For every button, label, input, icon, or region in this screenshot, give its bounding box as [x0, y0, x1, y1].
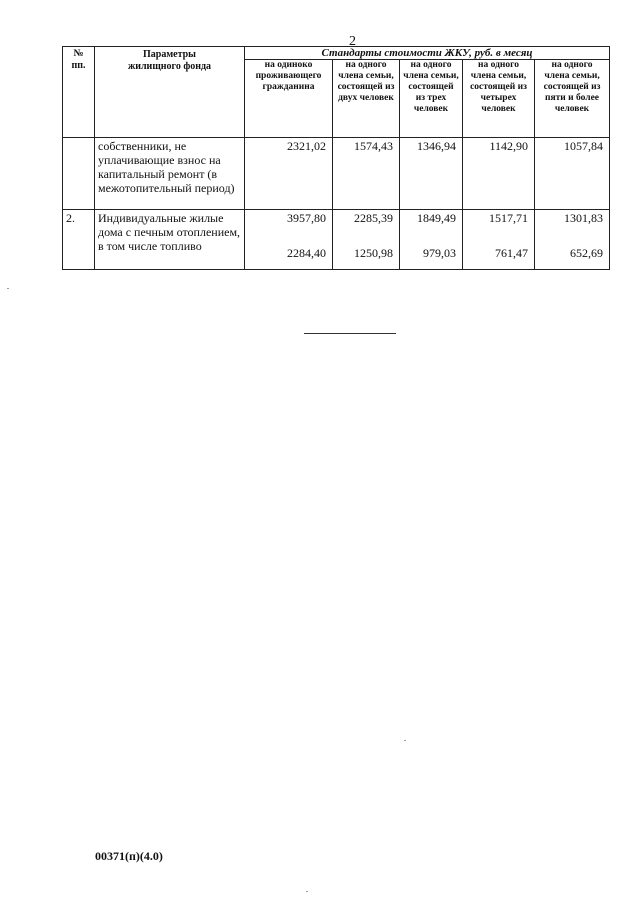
- column-header-family-of-five-plus: на одного члена семьи, состоящей из пяти и более человек: [535, 60, 610, 138]
- value-cell-family-of-two: [333, 210, 400, 270]
- column-group-header-standards: Стандарты стоимости ЖКУ, руб. в месяц: [245, 47, 610, 60]
- value-family-of-two: 2285,39: [354, 211, 393, 225]
- value-family-of-three: 1849,49: [417, 211, 456, 225]
- value-family-of-four: 1142,90: [463, 138, 535, 210]
- scan-speck: [404, 740, 406, 741]
- table-row: [63, 210, 610, 270]
- column-header-family-of-three: на одного члена семьи, состоящей из трех человек: [400, 60, 463, 138]
- scan-speck: [7, 288, 9, 289]
- value-fuel-family-of-four: 761,47: [495, 246, 528, 260]
- value-family-of-three: 1346,94: [400, 138, 463, 210]
- value-family-of-four: 1517,71: [489, 211, 528, 225]
- horizontal-divider: [304, 333, 396, 334]
- value-cell-family-of-four: [463, 210, 535, 270]
- column-header-parameters: Параметры жилищного фонда: [95, 47, 245, 138]
- column-header-number: № пп.: [63, 47, 95, 138]
- table-header-row: [63, 47, 610, 60]
- value-cell-family-of-five-plus: [535, 210, 610, 270]
- row-parameters-fuel: в том числе топливо: [98, 239, 202, 253]
- value-family-of-five-plus: 1057,84: [535, 138, 610, 210]
- column-header-single-resident: на одиноко проживающего гражданина: [245, 60, 333, 138]
- value-single-resident: 3957,80: [287, 211, 326, 225]
- table-row: [63, 138, 610, 210]
- value-fuel-family-of-five-plus: 652,69: [570, 246, 604, 260]
- value-fuel-single-resident: 2284,40: [287, 246, 326, 260]
- row-parameters-cell: [95, 210, 245, 270]
- page-number: 2: [349, 34, 356, 49]
- document-code: 00371(п)(4.0): [95, 849, 163, 863]
- value-family-of-five-plus: 1301,83: [564, 211, 604, 225]
- value-single-resident: 2321,02: [245, 138, 333, 210]
- value-fuel-family-of-two: 1250,98: [354, 246, 393, 260]
- row-number: 2.: [63, 210, 95, 270]
- column-header-family-of-four: на одного члена семьи, состоящей из четырех человек: [463, 60, 535, 138]
- housing-cost-standards-table: [62, 46, 610, 270]
- row-parameters: Индивидуальные жилые дома с печным отоплением,: [98, 211, 241, 239]
- column-header-family-of-two: на одного члена семьи, состоящей из двух человек: [333, 60, 400, 138]
- scan-speck: [306, 891, 308, 892]
- value-family-of-two: 1574,43: [333, 138, 400, 210]
- value-fuel-family-of-three: 979,03: [423, 246, 456, 260]
- value-cell-family-of-three: [400, 210, 463, 270]
- value-cell-single-resident: [245, 210, 333, 270]
- row-parameters: собственники, не уплачивающие взнос на капитальный ремонт (в межотопительный период): [95, 138, 245, 210]
- row-number: [63, 138, 95, 210]
